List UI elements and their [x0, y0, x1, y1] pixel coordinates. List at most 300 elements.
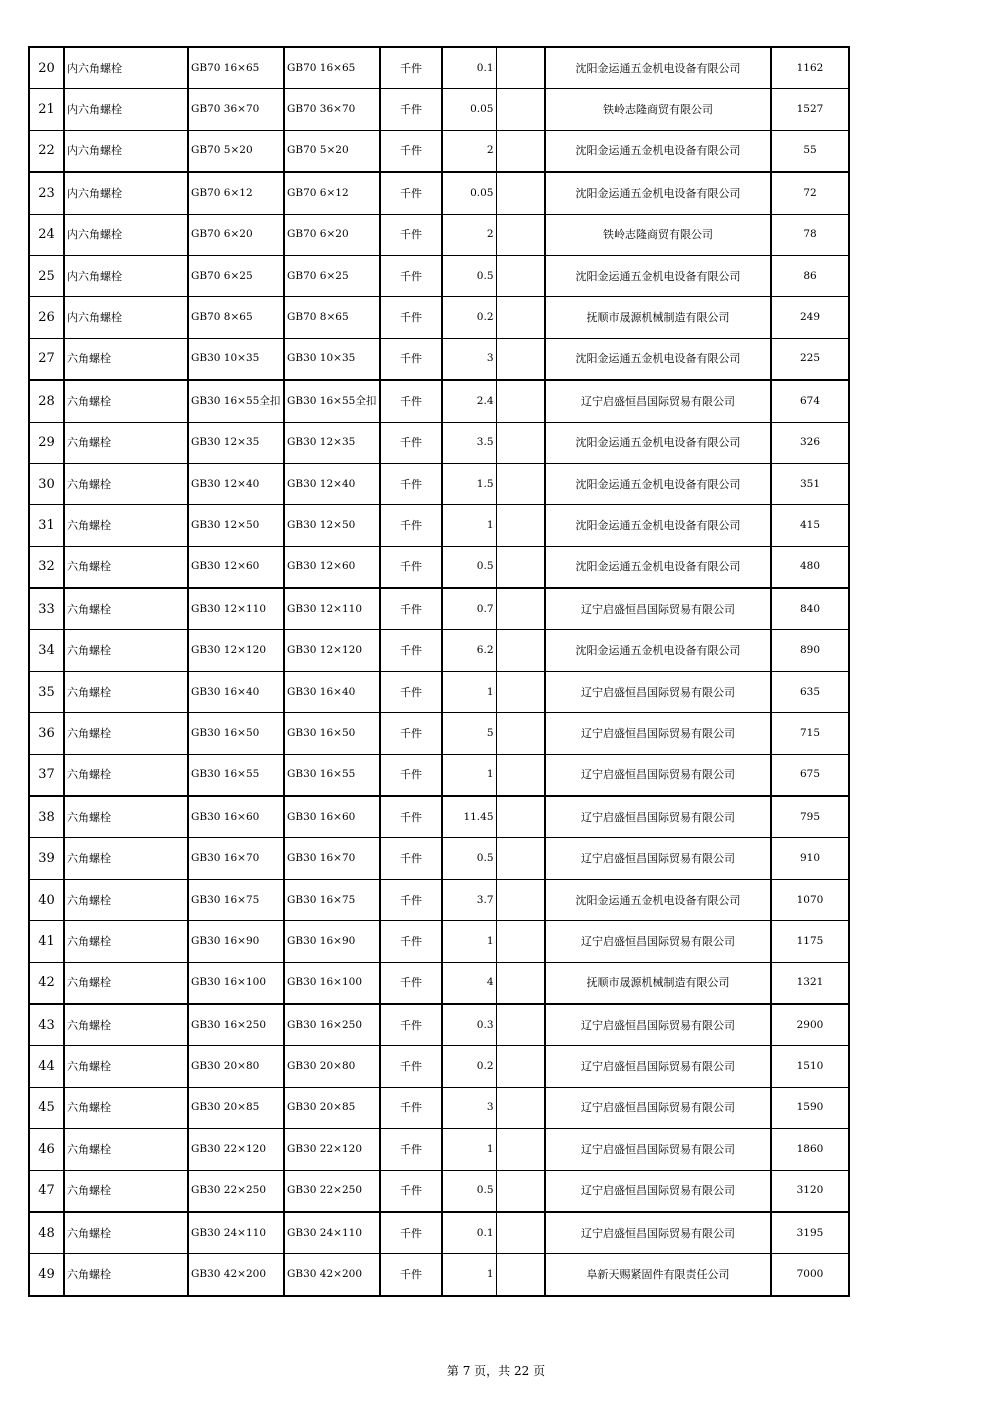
unit: 千件	[380, 1129, 442, 1170]
item-name: 六角螺栓	[64, 505, 188, 546]
table-row	[29, 1170, 849, 1212]
item-name: 六角螺栓	[64, 422, 188, 463]
spec-b: GB30 16×50	[284, 713, 380, 754]
row-number: 27	[29, 338, 64, 380]
table-row	[29, 214, 849, 255]
unit: 千件	[380, 463, 442, 504]
unit: 千件	[380, 1170, 442, 1212]
unit-price: 249	[771, 297, 849, 338]
blank-cell	[496, 255, 545, 296]
unit-price: 415	[771, 505, 849, 546]
unit: 千件	[380, 921, 442, 962]
item-name: 内六角螺栓	[64, 214, 188, 255]
spec-a: GB30 22×250	[188, 1170, 284, 1212]
spec-a: GB30 12×35	[188, 422, 284, 463]
unit: 千件	[380, 89, 442, 130]
supplier-name: 沈阳金运通五金机电设备有限公司	[545, 338, 771, 380]
item-name: 六角螺栓	[64, 546, 188, 588]
unit: 千件	[380, 130, 442, 172]
quantity: 5	[442, 713, 496, 754]
blank-cell	[496, 463, 545, 504]
row-number: 49	[29, 1254, 64, 1296]
spec-a: GB30 16×40	[188, 671, 284, 712]
table-row	[29, 89, 849, 130]
spec-b: GB30 16×60	[284, 796, 380, 838]
spec-a: GB30 12×40	[188, 463, 284, 504]
unit-price: 55	[771, 130, 849, 172]
unit-price: 225	[771, 338, 849, 380]
supplier-name: 辽宁启盛恒昌国际贸易有限公司	[545, 713, 771, 754]
spec-a: GB70 5×20	[188, 130, 284, 172]
quantity: 3.7	[442, 879, 496, 920]
row-number: 44	[29, 1046, 64, 1087]
table-row	[29, 255, 849, 296]
spec-b: GB30 12×50	[284, 505, 380, 546]
blank-cell	[496, 1170, 545, 1212]
item-name: 六角螺栓	[64, 1170, 188, 1212]
blank-cell	[496, 1254, 545, 1296]
row-number: 43	[29, 1004, 64, 1046]
unit-price: 675	[771, 754, 849, 796]
row-number: 23	[29, 172, 64, 214]
supplier-name: 沈阳金运通五金机电设备有限公司	[545, 172, 771, 214]
table-row	[29, 172, 849, 214]
row-number: 36	[29, 713, 64, 754]
spec-b: GB30 20×85	[284, 1087, 380, 1128]
supplier-name: 辽宁启盛恒昌国际贸易有限公司	[545, 1129, 771, 1170]
spec-b: GB30 12×60	[284, 546, 380, 588]
quantity: 0.5	[442, 838, 496, 879]
item-name: 六角螺栓	[64, 588, 188, 630]
quantity: 0.5	[442, 1170, 496, 1212]
blank-cell	[496, 47, 545, 89]
blank-cell	[496, 713, 545, 754]
table-row	[29, 588, 849, 630]
item-name: 六角螺栓	[64, 796, 188, 838]
row-number: 38	[29, 796, 64, 838]
page-footer: 第 7 页，共 22 页	[446, 1364, 546, 1378]
supplier-name: 辽宁启盛恒昌国际贸易有限公司	[545, 1046, 771, 1087]
spec-a: GB30 12×110	[188, 588, 284, 630]
unit: 千件	[380, 879, 442, 920]
spec-b: GB70 16×65	[284, 47, 380, 89]
row-number: 22	[29, 130, 64, 172]
table-row	[29, 380, 849, 422]
unit-price: 1175	[771, 921, 849, 962]
item-name: 六角螺栓	[64, 380, 188, 422]
unit: 千件	[380, 796, 442, 838]
unit: 千件	[380, 422, 442, 463]
row-number: 46	[29, 1129, 64, 1170]
table-row	[29, 754, 849, 796]
blank-cell	[496, 1087, 545, 1128]
blank-cell	[496, 546, 545, 588]
table-row	[29, 47, 849, 89]
spec-b: GB30 16×55全扣	[284, 380, 380, 422]
spec-b: GB30 24×110	[284, 1212, 380, 1254]
row-number: 20	[29, 47, 64, 89]
blank-cell	[496, 380, 545, 422]
spec-a: GB30 12×50	[188, 505, 284, 546]
spec-b: GB30 16×250	[284, 1004, 380, 1046]
item-name: 内六角螺栓	[64, 297, 188, 338]
spec-b: GB30 16×40	[284, 671, 380, 712]
table-row	[29, 297, 849, 338]
item-name: 六角螺栓	[64, 1212, 188, 1254]
table-row	[29, 1087, 849, 1128]
spec-a: GB30 20×85	[188, 1087, 284, 1128]
table-row	[29, 505, 849, 546]
table-row	[29, 130, 849, 172]
unit: 千件	[380, 1046, 442, 1087]
unit: 千件	[380, 380, 442, 422]
spec-b: GB70 36×70	[284, 89, 380, 130]
item-name: 六角螺栓	[64, 463, 188, 504]
item-name: 六角螺栓	[64, 754, 188, 796]
unit: 千件	[380, 297, 442, 338]
item-name: 六角螺栓	[64, 1004, 188, 1046]
table-row	[29, 338, 849, 380]
table-row	[29, 422, 849, 463]
spec-a: GB70 6×12	[188, 172, 284, 214]
supplier-name: 沈阳金运通五金机电设备有限公司	[545, 546, 771, 588]
supplier-name: 辽宁启盛恒昌国际贸易有限公司	[545, 754, 771, 796]
supplier-name: 沈阳金运通五金机电设备有限公司	[545, 255, 771, 296]
supplier-name: 沈阳金运通五金机电设备有限公司	[545, 630, 771, 671]
supplier-name: 辽宁启盛恒昌国际贸易有限公司	[545, 588, 771, 630]
supplier-name: 铁岭志隆商贸有限公司	[545, 214, 771, 255]
unit-price: 351	[771, 463, 849, 504]
spec-b: GB70 6×25	[284, 255, 380, 296]
supplier-name: 抚顺市晟源机械制造有限公司	[545, 297, 771, 338]
row-number: 31	[29, 505, 64, 546]
blank-cell	[496, 338, 545, 380]
spec-a: GB30 10×35	[188, 338, 284, 380]
item-name: 六角螺栓	[64, 1254, 188, 1296]
spec-a: GB30 24×110	[188, 1212, 284, 1254]
spec-a: GB30 16×60	[188, 796, 284, 838]
quantity: 2	[442, 130, 496, 172]
spec-a: GB30 22×120	[188, 1129, 284, 1170]
item-name: 六角螺栓	[64, 338, 188, 380]
unit: 千件	[380, 1254, 442, 1296]
row-number: 33	[29, 588, 64, 630]
row-number: 21	[29, 89, 64, 130]
table-row	[29, 1004, 849, 1046]
table-row	[29, 630, 849, 671]
item-name: 内六角螺栓	[64, 89, 188, 130]
spec-a: GB30 42×200	[188, 1254, 284, 1296]
table-row	[29, 838, 849, 879]
blank-cell	[496, 630, 545, 671]
spec-b: GB30 16×55	[284, 754, 380, 796]
item-name: 六角螺栓	[64, 921, 188, 962]
quantity: 0.05	[442, 172, 496, 214]
item-name: 六角螺栓	[64, 962, 188, 1004]
unit: 千件	[380, 630, 442, 671]
spec-b: GB30 12×120	[284, 630, 380, 671]
unit-price: 635	[771, 671, 849, 712]
unit-price: 326	[771, 422, 849, 463]
row-number: 29	[29, 422, 64, 463]
table-row	[29, 671, 849, 712]
supplier-name: 辽宁启盛恒昌国际贸易有限公司	[545, 838, 771, 879]
quantity: 0.1	[442, 1212, 496, 1254]
table-row	[29, 546, 849, 588]
table-row	[29, 1129, 849, 1170]
table-row	[29, 463, 849, 504]
supplier-name: 沈阳金运通五金机电设备有限公司	[545, 47, 771, 89]
supplier-name: 辽宁启盛恒昌国际贸易有限公司	[545, 1212, 771, 1254]
spec-a: GB30 16×250	[188, 1004, 284, 1046]
row-number: 48	[29, 1212, 64, 1254]
unit-price: 1860	[771, 1129, 849, 1170]
unit-price: 3120	[771, 1170, 849, 1212]
quantity: 1	[442, 671, 496, 712]
quantity: 0.5	[442, 546, 496, 588]
quantity: 0.1	[442, 47, 496, 89]
unit-price: 78	[771, 214, 849, 255]
supplier-name: 辽宁启盛恒昌国际贸易有限公司	[545, 1004, 771, 1046]
quantity: 0.3	[442, 1004, 496, 1046]
blank-cell	[496, 754, 545, 796]
unit-price: 1527	[771, 89, 849, 130]
quantity: 0.2	[442, 1046, 496, 1087]
spec-b: GB30 12×110	[284, 588, 380, 630]
spec-a: GB30 16×100	[188, 962, 284, 1004]
row-number: 24	[29, 214, 64, 255]
spec-b: GB30 16×70	[284, 838, 380, 879]
unit: 千件	[380, 47, 442, 89]
unit: 千件	[380, 1212, 442, 1254]
unit-price: 795	[771, 796, 849, 838]
spec-a: GB70 6×25	[188, 255, 284, 296]
quantity: 0.05	[442, 89, 496, 130]
row-number: 39	[29, 838, 64, 879]
spec-b: GB30 22×250	[284, 1170, 380, 1212]
table-row	[29, 713, 849, 754]
unit-price: 1162	[771, 47, 849, 89]
supplier-name: 沈阳金运通五金机电设备有限公司	[545, 505, 771, 546]
blank-cell	[496, 962, 545, 1004]
spec-a: GB30 16×55	[188, 754, 284, 796]
row-number: 42	[29, 962, 64, 1004]
blank-cell	[496, 1129, 545, 1170]
row-number: 41	[29, 921, 64, 962]
blank-cell	[496, 297, 545, 338]
spec-a: GB30 16×55全扣	[188, 380, 284, 422]
item-name: 六角螺栓	[64, 1087, 188, 1128]
unit: 千件	[380, 1004, 442, 1046]
unit: 千件	[380, 546, 442, 588]
quantity: 1	[442, 754, 496, 796]
row-number: 40	[29, 879, 64, 920]
spec-a: GB70 6×20	[188, 214, 284, 255]
unit-price: 715	[771, 713, 849, 754]
unit-price: 1590	[771, 1087, 849, 1128]
quantity: 0.7	[442, 588, 496, 630]
blank-cell	[496, 796, 545, 838]
quantity: 0.5	[442, 255, 496, 296]
table-row	[29, 1046, 849, 1087]
spec-b: GB30 42×200	[284, 1254, 380, 1296]
item-name: 内六角螺栓	[64, 172, 188, 214]
table-row	[29, 962, 849, 1004]
quantity: 1	[442, 1254, 496, 1296]
unit: 千件	[380, 505, 442, 546]
unit: 千件	[380, 214, 442, 255]
item-name: 六角螺栓	[64, 630, 188, 671]
supplier-name: 辽宁启盛恒昌国际贸易有限公司	[545, 796, 771, 838]
unit: 千件	[380, 754, 442, 796]
spec-a: GB30 16×70	[188, 838, 284, 879]
supplier-name: 沈阳金运通五金机电设备有限公司	[545, 422, 771, 463]
blank-cell	[496, 130, 545, 172]
row-number: 35	[29, 671, 64, 712]
blank-cell	[496, 1046, 545, 1087]
spec-b: GB30 22×120	[284, 1129, 380, 1170]
spec-b: GB30 16×75	[284, 879, 380, 920]
blank-cell	[496, 879, 545, 920]
item-name: 六角螺栓	[64, 838, 188, 879]
unit-price: 3195	[771, 1212, 849, 1254]
quantity: 2	[442, 214, 496, 255]
spec-b: GB30 20×80	[284, 1046, 380, 1087]
row-number: 30	[29, 463, 64, 504]
supplier-name: 辽宁启盛恒昌国际贸易有限公司	[545, 1170, 771, 1212]
supplier-name: 辽宁启盛恒昌国际贸易有限公司	[545, 1087, 771, 1128]
spec-a: GB70 8×65	[188, 297, 284, 338]
supplier-name: 铁岭志隆商贸有限公司	[545, 89, 771, 130]
spec-a: GB30 16×50	[188, 713, 284, 754]
supplier-name: 辽宁启盛恒昌国际贸易有限公司	[545, 921, 771, 962]
unit-price: 840	[771, 588, 849, 630]
row-number: 32	[29, 546, 64, 588]
blank-cell	[496, 588, 545, 630]
unit-price: 910	[771, 838, 849, 879]
unit-price: 86	[771, 255, 849, 296]
spec-b: GB30 12×35	[284, 422, 380, 463]
spec-b: GB30 16×100	[284, 962, 380, 1004]
item-name: 六角螺栓	[64, 671, 188, 712]
parts-table	[28, 46, 850, 1297]
spec-a: GB30 16×90	[188, 921, 284, 962]
quantity: 11.45	[442, 796, 496, 838]
spec-b: GB70 6×12	[284, 172, 380, 214]
unit: 千件	[380, 962, 442, 1004]
table-row	[29, 796, 849, 838]
blank-cell	[496, 1004, 545, 1046]
item-name: 内六角螺栓	[64, 47, 188, 89]
unit: 千件	[380, 1087, 442, 1128]
spec-a: GB30 12×60	[188, 546, 284, 588]
row-number: 37	[29, 754, 64, 796]
spec-b: GB30 10×35	[284, 338, 380, 380]
spec-b: GB70 6×20	[284, 214, 380, 255]
unit: 千件	[380, 838, 442, 879]
unit-price: 890	[771, 630, 849, 671]
blank-cell	[496, 505, 545, 546]
unit-price: 480	[771, 546, 849, 588]
row-number: 45	[29, 1087, 64, 1128]
row-number: 25	[29, 255, 64, 296]
spec-a: GB30 20×80	[188, 1046, 284, 1087]
unit-price: 1070	[771, 879, 849, 920]
supplier-name: 辽宁启盛恒昌国际贸易有限公司	[545, 380, 771, 422]
spec-b: GB70 5×20	[284, 130, 380, 172]
blank-cell	[496, 671, 545, 712]
spec-b: GB70 8×65	[284, 297, 380, 338]
blank-cell	[496, 1212, 545, 1254]
unit: 千件	[380, 671, 442, 712]
spec-a: GB70 16×65	[188, 47, 284, 89]
item-name: 六角螺栓	[64, 1046, 188, 1087]
quantity: 0.2	[442, 297, 496, 338]
supplier-name: 沈阳金运通五金机电设备有限公司	[545, 130, 771, 172]
unit: 千件	[380, 172, 442, 214]
quantity: 1	[442, 921, 496, 962]
unit: 千件	[380, 338, 442, 380]
table-row	[29, 879, 849, 920]
row-number: 28	[29, 380, 64, 422]
spec-b: GB30 12×40	[284, 463, 380, 504]
blank-cell	[496, 89, 545, 130]
unit-price: 1321	[771, 962, 849, 1004]
item-name: 六角螺栓	[64, 879, 188, 920]
supplier-name: 沈阳金运通五金机电设备有限公司	[545, 463, 771, 504]
supplier-name: 阜新天赐紧固件有限责任公司	[545, 1254, 771, 1296]
table-row	[29, 1212, 849, 1254]
blank-cell	[496, 172, 545, 214]
blank-cell	[496, 921, 545, 962]
quantity: 1	[442, 1129, 496, 1170]
supplier-name: 沈阳金运通五金机电设备有限公司	[545, 879, 771, 920]
item-name: 六角螺栓	[64, 713, 188, 754]
blank-cell	[496, 422, 545, 463]
unit-price: 72	[771, 172, 849, 214]
unit-price: 1510	[771, 1046, 849, 1087]
supplier-name: 抚顺市晟源机械制造有限公司	[545, 962, 771, 1004]
blank-cell	[496, 838, 545, 879]
supplier-name: 辽宁启盛恒昌国际贸易有限公司	[545, 671, 771, 712]
item-name: 内六角螺栓	[64, 255, 188, 296]
spec-b: GB30 16×90	[284, 921, 380, 962]
blank-cell	[496, 214, 545, 255]
unit: 千件	[380, 255, 442, 296]
row-number: 34	[29, 630, 64, 671]
item-name: 内六角螺栓	[64, 130, 188, 172]
unit: 千件	[380, 713, 442, 754]
quantity: 1.5	[442, 463, 496, 504]
spec-a: GB30 12×120	[188, 630, 284, 671]
row-number: 47	[29, 1170, 64, 1212]
table-row	[29, 1254, 849, 1296]
quantity: 6.2	[442, 630, 496, 671]
item-name: 六角螺栓	[64, 1129, 188, 1170]
row-number: 26	[29, 297, 64, 338]
table-row	[29, 921, 849, 962]
unit-price: 674	[771, 380, 849, 422]
unit-price: 2900	[771, 1004, 849, 1046]
unit: 千件	[380, 588, 442, 630]
unit-price: 7000	[771, 1254, 849, 1296]
quantity: 2.4	[442, 380, 496, 422]
quantity: 1	[442, 505, 496, 546]
quantity: 3.5	[442, 422, 496, 463]
quantity: 3	[442, 1087, 496, 1128]
quantity: 4	[442, 962, 496, 1004]
spec-a: GB70 36×70	[188, 89, 284, 130]
